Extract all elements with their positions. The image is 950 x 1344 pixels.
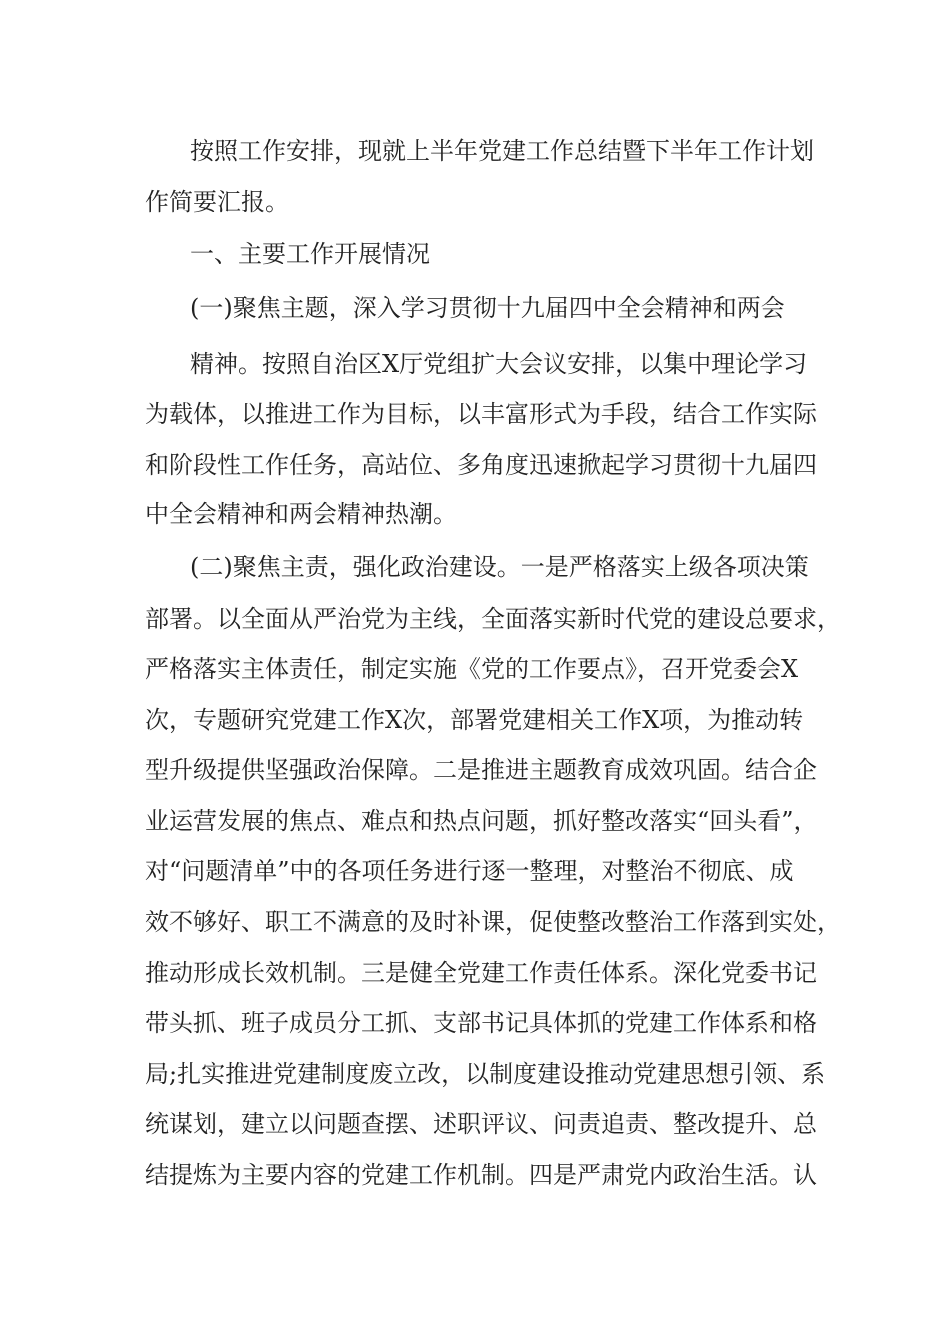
- section-heading: 一、主要工作开展情况: [190, 240, 430, 268]
- text-line: 次，专题研究党建工作X次，部署党建相关工作X项，为推动转: [145, 706, 804, 734]
- text-line: 严格落实主体责任，制定实施《党的工作要点》，召开党委会X: [145, 655, 799, 683]
- subsection-heading: (二)聚焦主责，强化政治建设。一是严格落实上级各项决策: [190, 553, 809, 581]
- text-line: 和阶段性工作任务，高站位、多角度迅速掀起学习贯彻十九届四: [145, 451, 817, 479]
- text-line: 型升级提供坚强政治保障。二是推进主题教育成效巩固。结合企: [145, 756, 817, 784]
- text-line: 带头抓、班子成员分工抓、支部书记具体抓的党建工作体系和格: [145, 1009, 817, 1037]
- text-line: 精神。按照自治区X厅党组扩大会议安排，以集中理论学习: [190, 350, 808, 378]
- text-line: 局;扎实推进党建制度废立改，以制度建设推动党建思想引领、系: [145, 1060, 826, 1088]
- text-line: 业运营发展的焦点、难点和热点问题，抓好整改落实“回头看”，: [145, 807, 818, 835]
- text-line: 效不够好、职工不满意的及时补课，促使整改整治工作落到实处，: [145, 908, 841, 936]
- subsection-heading: (一)聚焦主题，深入学习贯彻十九届四中全会精神和两会: [190, 294, 785, 322]
- text-line: 部署。以全面从严治党为主线，全面落实新时代党的建设总要求，: [145, 605, 841, 633]
- text-line: 按照工作安排，现就上半年党建工作总结暨下半年工作计划: [190, 137, 814, 165]
- text-line: 为载体，以推进工作为目标，以丰富形式为手段，结合工作实际: [145, 400, 817, 428]
- text-line: 统谋划，建立以问题查摆、述职评议、问责追责、整改提升、总: [145, 1110, 817, 1138]
- text-line: 作简要汇报。: [145, 188, 289, 216]
- text-line: 中全会精神和两会精神热潮。: [145, 500, 457, 528]
- text-line: 推动形成长效机制。三是健全党建工作责任体系。深化党委书记: [145, 959, 817, 987]
- text-line: 结提炼为主要内容的党建工作机制。四是严肃党内政治生活。认: [145, 1161, 817, 1189]
- text-line: 对“问题清单”中的各项任务进行逐一整理，对整治不彻底、成: [145, 857, 794, 885]
